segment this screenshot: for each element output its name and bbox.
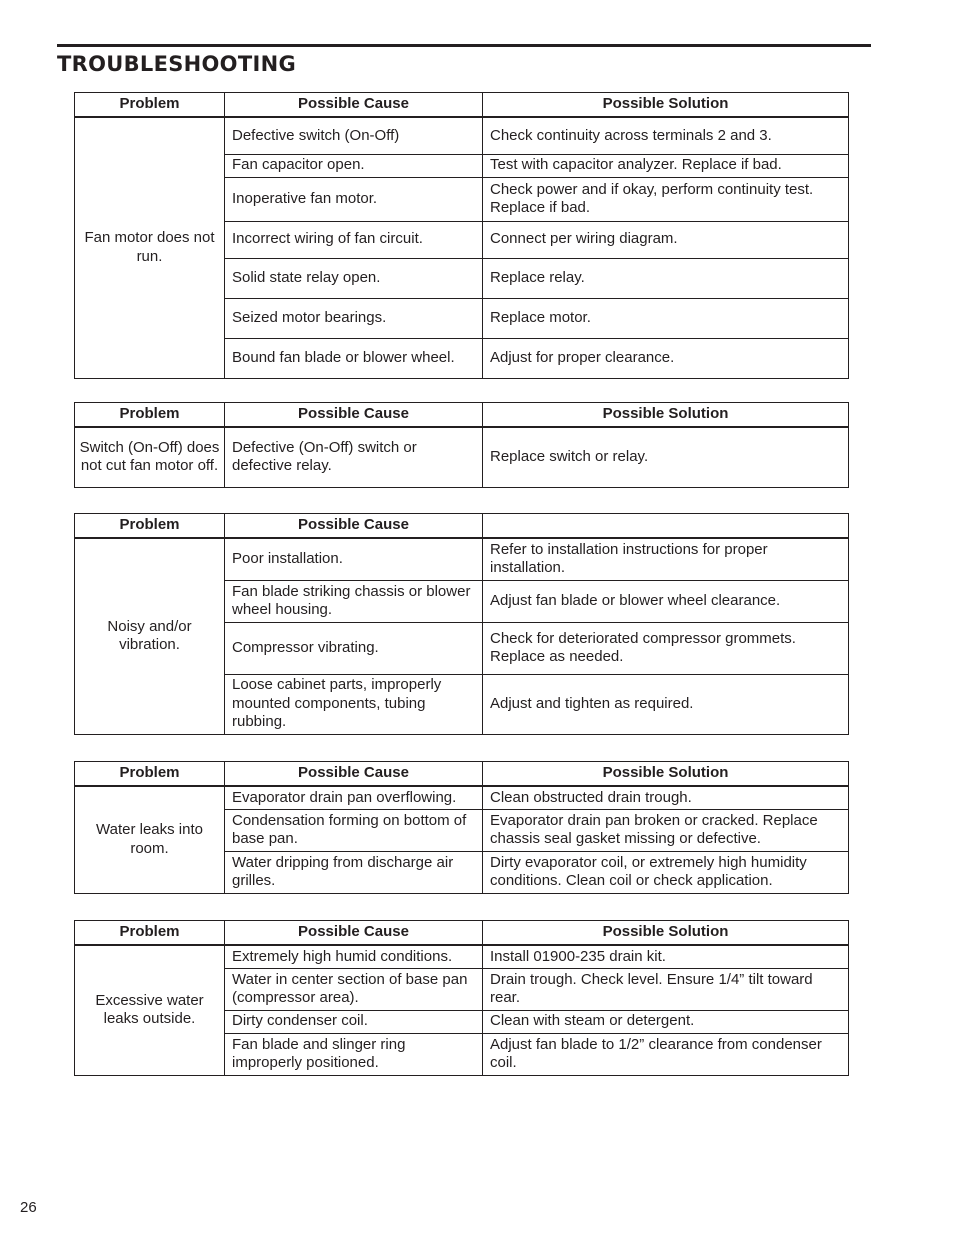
cause-cell: Seized motor bearings. — [225, 298, 483, 338]
header-solution: Possible Solution — [483, 93, 849, 118]
solution-cell: Install 01900-235 drain kit. — [483, 945, 849, 968]
header-cause: Possible Cause — [225, 403, 483, 428]
troubleshooting-table-fan-motor — [74, 92, 849, 379]
solution-cell: Replace relay. — [483, 258, 849, 298]
solution-cell: Replace switch or relay. — [483, 427, 849, 487]
cause-cell: Loose cabinet parts, improperly mounted components, tubing rubbing. — [225, 674, 483, 734]
header-solution: Possible Solution — [483, 403, 849, 428]
solution-cell: Adjust fan blade or blower wheel clearance. — [483, 580, 849, 622]
troubleshooting-table-leaks-room — [74, 761, 849, 894]
cause-cell: Incorrect wiring of fan circuit. — [225, 221, 483, 258]
header-cause: Possible Cause — [225, 921, 483, 946]
solution-cell: Drain trough. Check level. Ensure 1/4” tilt toward rear. — [483, 968, 849, 1010]
troubleshooting-table-leaks-outside — [74, 920, 849, 1076]
solution-cell: Check for deteriorated compressor grommets. Replace as needed. — [483, 622, 849, 674]
solution-cell: Test with capacitor analyzer. Replace if bad. — [483, 154, 849, 177]
cause-cell: Fan blade and slinger ring improperly positioned. — [225, 1033, 483, 1075]
cause-cell: Defective switch (On-Off) — [225, 117, 483, 154]
solution-cell: Adjust fan blade to 1/2” clearance from condenser coil. — [483, 1033, 849, 1075]
troubleshooting-table-noise — [74, 513, 849, 735]
solution-cell: Adjust and tighten as required. — [483, 674, 849, 734]
solution-cell: Replace motor. — [483, 298, 849, 338]
table-header-row — [75, 762, 849, 787]
table-row — [75, 945, 849, 968]
header-problem: Problem — [75, 762, 225, 787]
table-header-row — [75, 93, 849, 118]
solution-cell: Adjust for proper clearance. — [483, 338, 849, 378]
header-cause: Possible Cause — [225, 514, 483, 539]
table-row — [75, 538, 849, 580]
problem-cell: Excessive water leaks outside. — [75, 945, 225, 1075]
cause-cell: Fan blade striking chassis or blower wheel housing. — [225, 580, 483, 622]
solution-cell: Check power and if okay, perform continuity test. Replace if bad. — [483, 177, 849, 221]
problem-cell: Water leaks into room. — [75, 786, 225, 893]
cause-cell: Solid state relay open. — [225, 258, 483, 298]
header-problem: Problem — [75, 921, 225, 946]
cause-cell: Compressor vibrating. — [225, 622, 483, 674]
cause-cell: Evaporator drain pan overflowing. — [225, 786, 483, 809]
solution-cell: Evaporator drain pan broken or cracked. Replace chassis seal gasket missing or defective. — [483, 809, 849, 851]
table-row — [75, 427, 849, 487]
cause-cell: Dirty condenser coil. — [225, 1010, 483, 1033]
cause-cell: Water dripping from discharge air grilles. — [225, 851, 483, 893]
header-solution: Possible Solution — [483, 921, 849, 946]
header-solution — [483, 514, 849, 539]
solution-cell: Clean with steam or detergent. — [483, 1010, 849, 1033]
solution-cell: Check continuity across terminals 2 and 3. — [483, 117, 849, 154]
table-header-row — [75, 403, 849, 428]
problem-cell: Noisy and/or vibration. — [75, 538, 225, 734]
solution-cell: Clean obstructed drain trough. — [483, 786, 849, 809]
problem-cell: Fan motor does not run. — [75, 117, 225, 378]
header-cause: Possible Cause — [225, 93, 483, 118]
header-solution: Possible Solution — [483, 762, 849, 787]
table-header-row — [75, 921, 849, 946]
solution-cell: Dirty evaporator coil, or extremely high humidity conditions. Clean coil or check application. — [483, 851, 849, 893]
problem-cell: Switch (On-Off) does not cut fan motor off. — [75, 427, 225, 487]
cause-cell: Bound fan blade or blower wheel. — [225, 338, 483, 378]
cause-cell: Water in center section of base pan (compressor area). — [225, 968, 483, 1010]
table-header-row — [75, 514, 849, 539]
solution-cell: Refer to installation instructions for proper installation. — [483, 538, 849, 580]
header-problem: Problem — [75, 403, 225, 428]
header-problem: Problem — [75, 514, 225, 539]
table-row — [75, 117, 849, 154]
cause-cell: Defective (On-Off) switch or defective relay. — [225, 427, 483, 487]
cause-cell: Fan capacitor open. — [225, 154, 483, 177]
cause-cell: Inoperative fan motor. — [225, 177, 483, 221]
page-number: 26 — [20, 1199, 37, 1216]
header-problem: Problem — [75, 93, 225, 118]
header-rule — [57, 44, 871, 47]
table-row — [75, 786, 849, 809]
cause-cell: Extremely high humid conditions. — [225, 945, 483, 968]
cause-cell: Condensation forming on bottom of base pan. — [225, 809, 483, 851]
solution-cell: Connect per wiring diagram. — [483, 221, 849, 258]
troubleshooting-table-switch — [74, 402, 849, 488]
page-title: TROUBLESHOOTING — [57, 52, 296, 76]
cause-cell: Poor installation. — [225, 538, 483, 580]
header-cause: Possible Cause — [225, 762, 483, 787]
